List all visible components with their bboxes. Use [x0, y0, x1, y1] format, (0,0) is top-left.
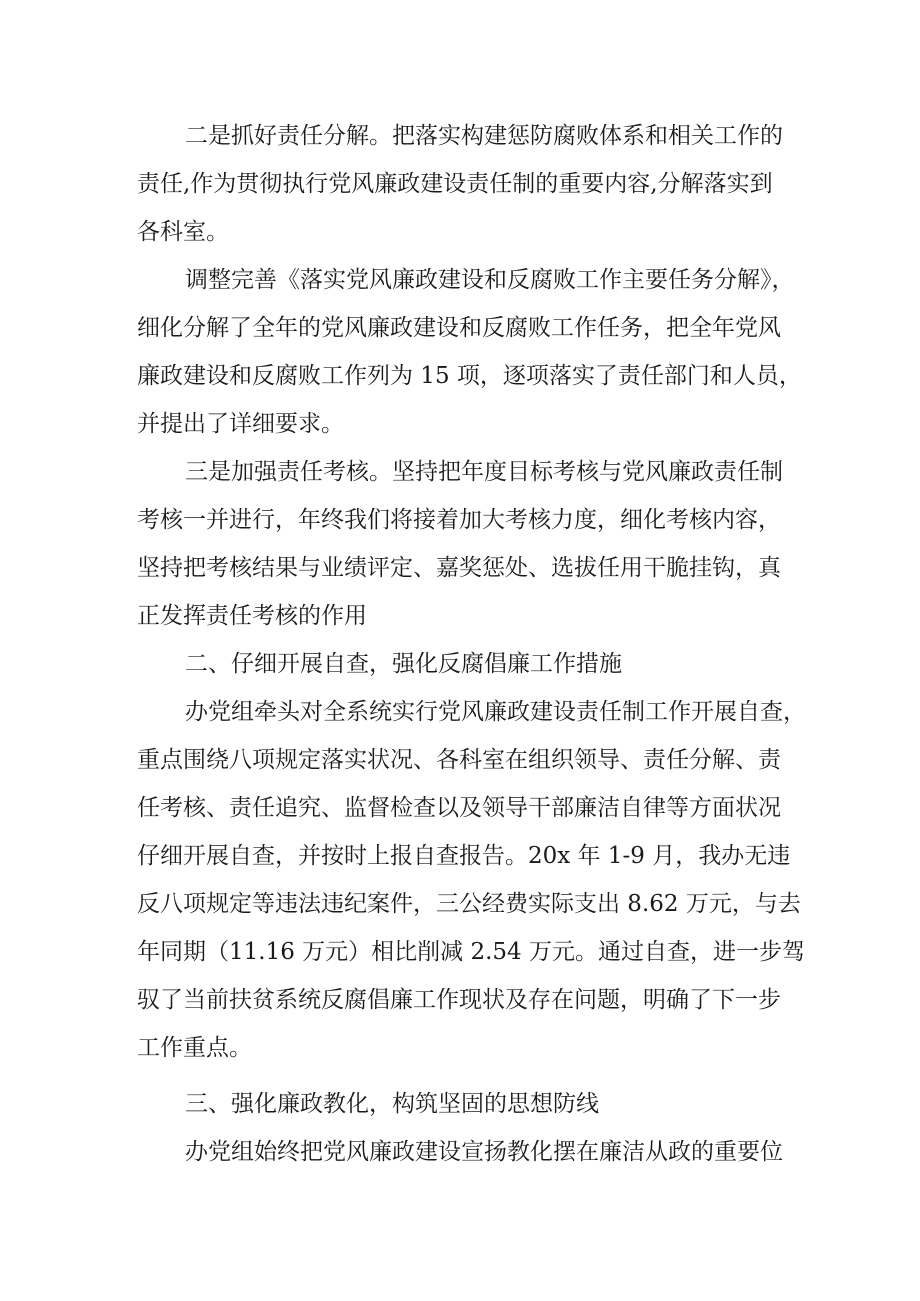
text-line: 廉政建设和反腐败工作列为 15 项，逐项落实了责任部门和人员，: [137, 363, 802, 389]
text-line: 考核一并进行，年终我们将接着加大考核力度，细化考核内容，: [137, 507, 781, 533]
text-line: 任考核、责任追究、监督检查以及领导干部廉洁自律等方面状况: [137, 795, 781, 821]
text-line: 二、仔细开展自查，强化反腐倡廉工作措施: [185, 651, 622, 677]
text-line: 办党组牵头对全系统实行党风廉政建设责任制工作开展自查，: [185, 699, 806, 725]
text-line: 反八项规定等违法违纪案件，三公经费实际支出 8.62 万元，与去: [137, 891, 801, 917]
paragraph-task-adjustment: [137, 256, 802, 448]
paragraph-self-inspection: [137, 688, 806, 1072]
section-heading-self-inspection: [137, 640, 797, 688]
text-line: 各科室。: [137, 219, 229, 245]
text-line: 重点围绕八项规定落实状况、各科室在组织领导、责任分解、责: [137, 747, 781, 773]
text-line: 调整完善《落实党风廉政建设和反腐败工作主要任务分解》，: [185, 267, 795, 293]
paragraph-education: [137, 1128, 797, 1176]
text-line: 工作重点。: [137, 1035, 252, 1061]
text-line: 细化分解了全年的党风廉政建设和反腐败工作任务，把全年党风: [137, 315, 781, 341]
paragraph-responsibility-assessment: [137, 448, 797, 640]
text-line: 坚持把考核结果与业绩评定、嘉奖惩处、选拔任用干脆挂钩，真: [137, 555, 781, 581]
section-heading-education: [137, 1080, 797, 1128]
text-line: 并提出了详细要求。: [137, 411, 344, 437]
paragraph-responsibility-decomposition: [137, 112, 797, 256]
text-line: 办党组始终把党风廉政建设宣扬教化摆在廉洁从政的重要位: [185, 1139, 783, 1165]
text-line: 驭了当前扶贫系统反腐倡廉工作现状及存在问题，明确了下一步: [137, 987, 781, 1013]
text-line: 年同期（11.16 万元）相比削减 2.54 万元。通过自查，进一步驾: [137, 939, 805, 965]
text-line: 三、强化廉政教化，构筑坚固的思想防线: [185, 1091, 599, 1117]
document-body: [137, 112, 806, 1176]
text-line: 仔细开展自查，并按时上报自查报告。20x 年 1-9 月，我办无违: [137, 843, 791, 869]
text-line: 正发挥责任考核的作用: [137, 603, 367, 629]
text-line: 责任,作为贯彻执行党风廉政建设责任制的重要内容,分解落实到: [137, 171, 773, 197]
text-line: 二是抓好责任分解。把落实构建惩防腐败体系和相关工作的: [185, 123, 783, 149]
text-line: 三是加强责任考核。坚持把年度目标考核与党风廉政责任制: [185, 459, 783, 485]
